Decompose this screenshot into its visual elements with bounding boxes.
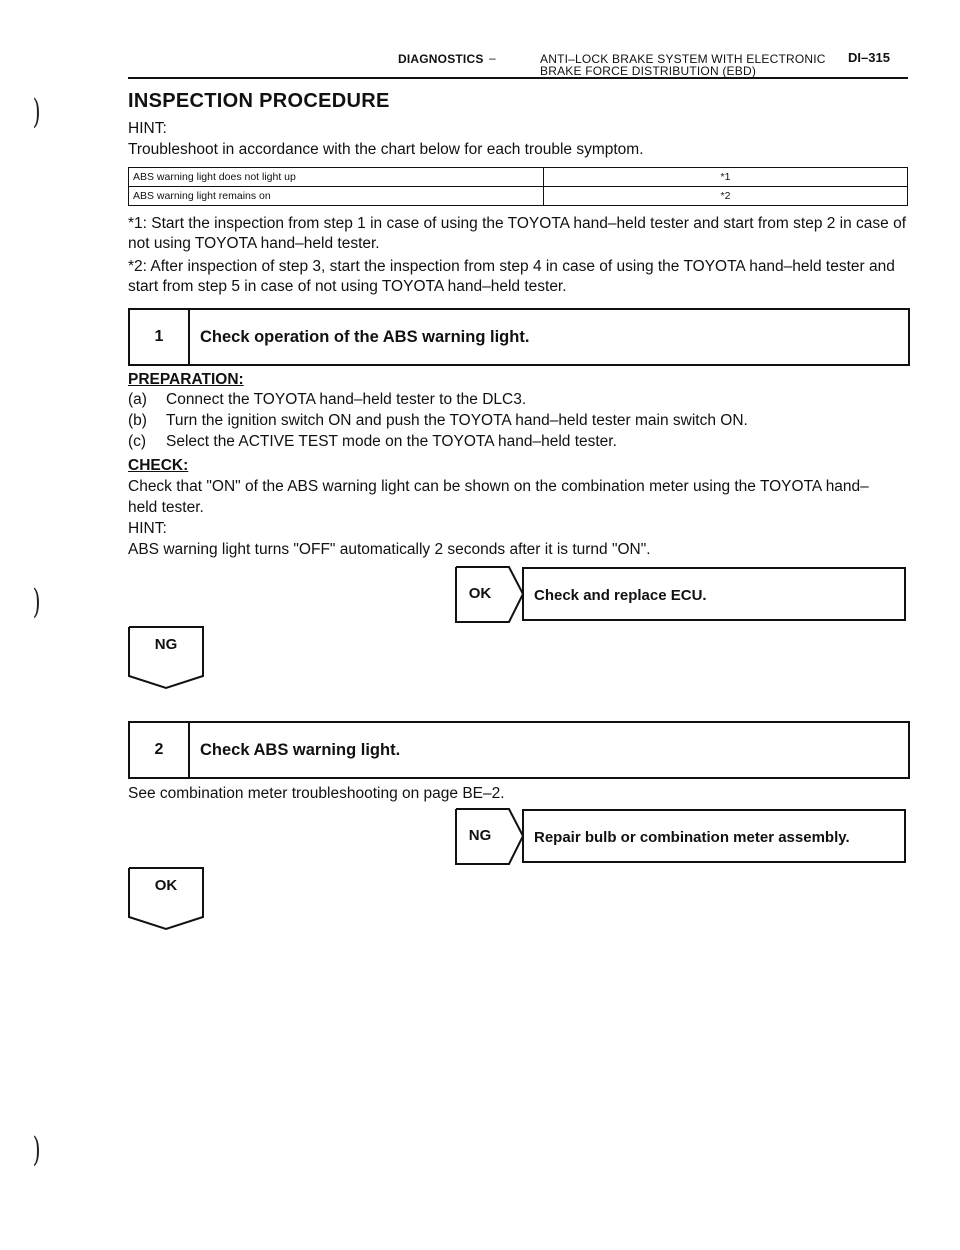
- page-number: DI–315: [848, 50, 890, 65]
- hint-label: HINT:: [128, 120, 167, 137]
- step-1-title: Check operation of the ABS warning light.: [200, 328, 530, 346]
- binding-bracket-icon: ): [32, 1130, 41, 1170]
- symptom-cell: ABS warning light does not light up: [129, 168, 544, 187]
- ok-arrow-box: [455, 566, 515, 622]
- prep-b-text: Turn the ignition switch ON and push the TOYOTA hand–held tester main switch ON.: [166, 412, 748, 429]
- ng-down-tag: [128, 626, 204, 688]
- symptom-ref-cell: *2: [544, 187, 908, 206]
- ok-result-box: Check and replace ECU.: [522, 567, 906, 621]
- prep-c-text: Select the ACTIVE TEST mode on the TOYOTA hand–held tester.: [166, 433, 617, 450]
- prep-a-text: Connect the TOYOTA hand–held tester to the DLC3.: [166, 391, 527, 408]
- page-title: INSPECTION PROCEDURE: [128, 90, 390, 112]
- ok-label: OK: [468, 585, 492, 602]
- prep-c-mark: (c): [128, 433, 147, 450]
- header-dash: –: [489, 51, 496, 65]
- ng-label: NG: [468, 827, 492, 844]
- note-2: *2: After inspection of step 3, start the inspection from step 4 in case of using the TOYOTA hand–held tester and start from step 5 in case of not using TOYOTA hand–held tester.: [128, 258, 895, 295]
- header-section: DIAGNOSTICS: [398, 52, 484, 66]
- binding-bracket-icon: ): [32, 582, 41, 622]
- step-2-box: [128, 721, 910, 779]
- table-row: [129, 168, 908, 187]
- step1-hint-text: ABS warning light turns "OFF" automatically 2 seconds after it is turnd "ON".: [128, 541, 651, 558]
- table-row: [129, 187, 908, 206]
- binding-bracket-icon: ): [32, 92, 41, 132]
- check-label: CHECK:: [128, 457, 189, 474]
- ng-label: NG: [154, 636, 178, 653]
- header-system-line1: ANTI–LOCK BRAKE SYSTEM WITH ELECTRONIC: [540, 52, 826, 66]
- symptom-cell: ABS warning light remains on: [129, 187, 544, 206]
- symptom-ref-cell: *1: [544, 168, 908, 187]
- note-1: *1: Start the inspection from step 1 in case of using the TOYOTA hand–held tester and start from step 2 in case of not using TOYOTA hand–held tester.: [128, 215, 907, 252]
- header-system-line2: BRAKE FORCE DISTRIBUTION (EBD): [540, 64, 757, 78]
- step-2-text: See combination meter troubleshooting on page BE–2.: [128, 785, 505, 802]
- ng-result-box: Repair bulb or combination meter assembly.: [522, 809, 906, 863]
- step1-hint-label: HINT:: [128, 520, 167, 537]
- ng-arrow-box: [455, 808, 515, 864]
- step-2-title: Check ABS warning light.: [200, 741, 401, 759]
- step-1-box: [128, 308, 910, 366]
- check-text-line1: Check that "ON" of the ABS warning light can be shown on the combination meter using the TOYOTA hand–: [128, 478, 869, 495]
- header-rule: [128, 77, 908, 79]
- ok-label: OK: [154, 877, 178, 894]
- check-text-line2: held tester.: [128, 499, 204, 516]
- ok-down-tag: [128, 867, 204, 929]
- preparation-label: PREPARATION:: [128, 371, 244, 388]
- prep-b-mark: (b): [128, 412, 147, 429]
- step-2-number: 2: [130, 723, 190, 777]
- intro-text: Troubleshoot in accordance with the chart below for each trouble symptom.: [128, 141, 644, 158]
- step-1-number: 1: [130, 310, 190, 364]
- symptom-table: [128, 167, 908, 206]
- prep-a-mark: (a): [128, 391, 147, 408]
